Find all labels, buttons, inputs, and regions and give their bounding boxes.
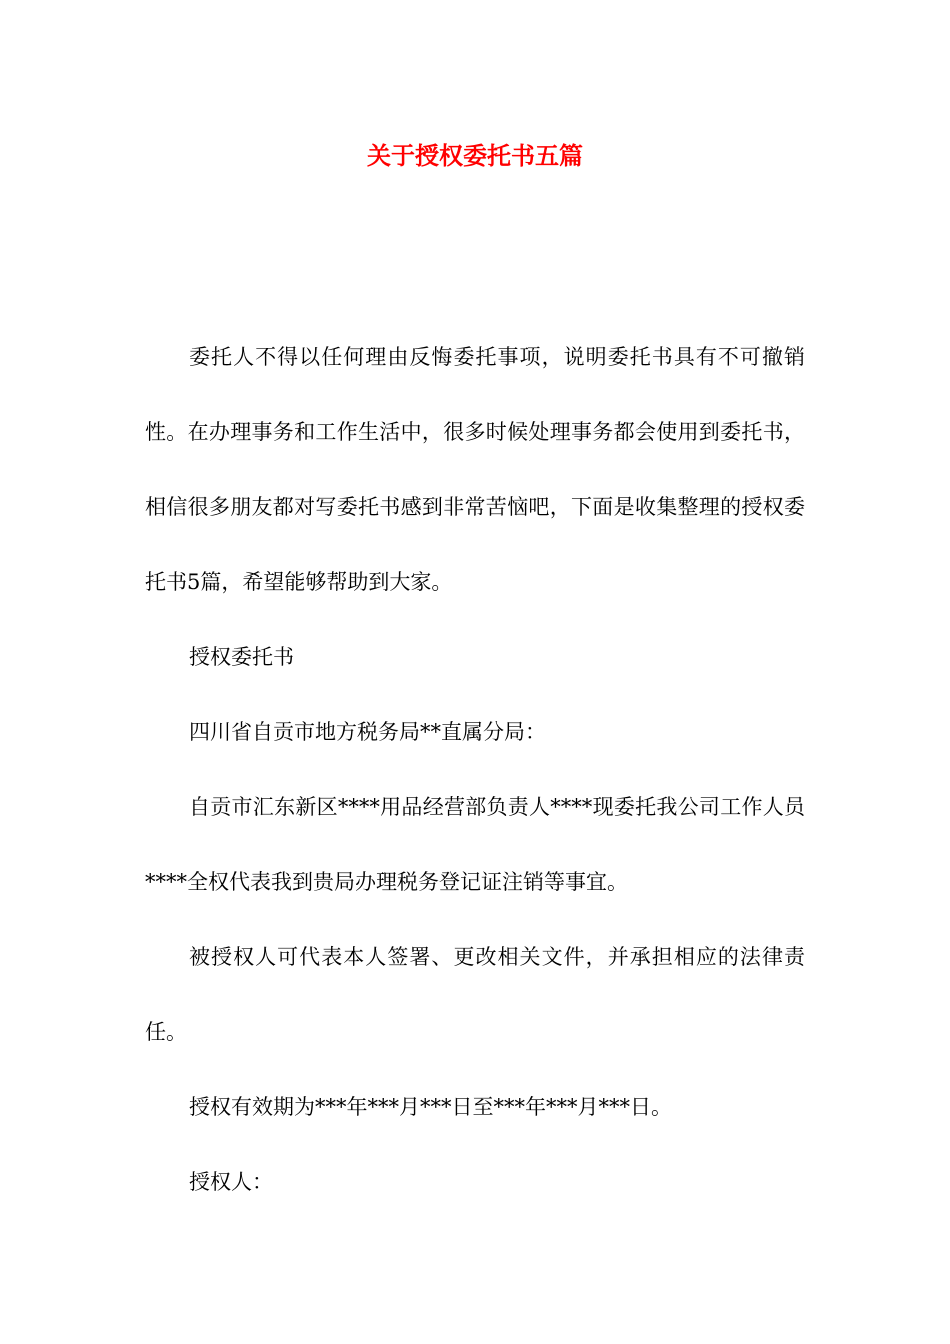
grantor-label: 授权人： bbox=[189, 1170, 273, 1194]
validity-paragraph: 授权有效期为***年***月***日至***年***月***日。 bbox=[189, 1095, 672, 1119]
section-heading: 授权委托书 bbox=[189, 645, 294, 669]
document-body bbox=[145, 320, 805, 1220]
responsibility-paragraph: 被授权人可代表本人签署、更改相关文件，并承担相应的法律责任。 bbox=[145, 945, 805, 1044]
intro-paragraph: 委托人不得以任何理由反悔委托事项，说明委托书具有不可撤销性。在办理事务和工作生活中，很多时候处理事务都会使用到委托书，相信很多朋友都对写委托书感到非常苦恼吧，下面是收集整理的授权委托书5篇，希望能够帮助到大家。 bbox=[145, 345, 805, 594]
addressee: 四川省自贡市地方税务局**直属分局： bbox=[189, 720, 546, 744]
authorization-paragraph: 自贡市汇东新区****用品经营部负责人****现委托我公司工作人员****全权代表我到贵局办理税务登记证注销等事宜。 bbox=[145, 795, 805, 894]
document-title: 关于授权委托书五篇 bbox=[367, 141, 583, 170]
